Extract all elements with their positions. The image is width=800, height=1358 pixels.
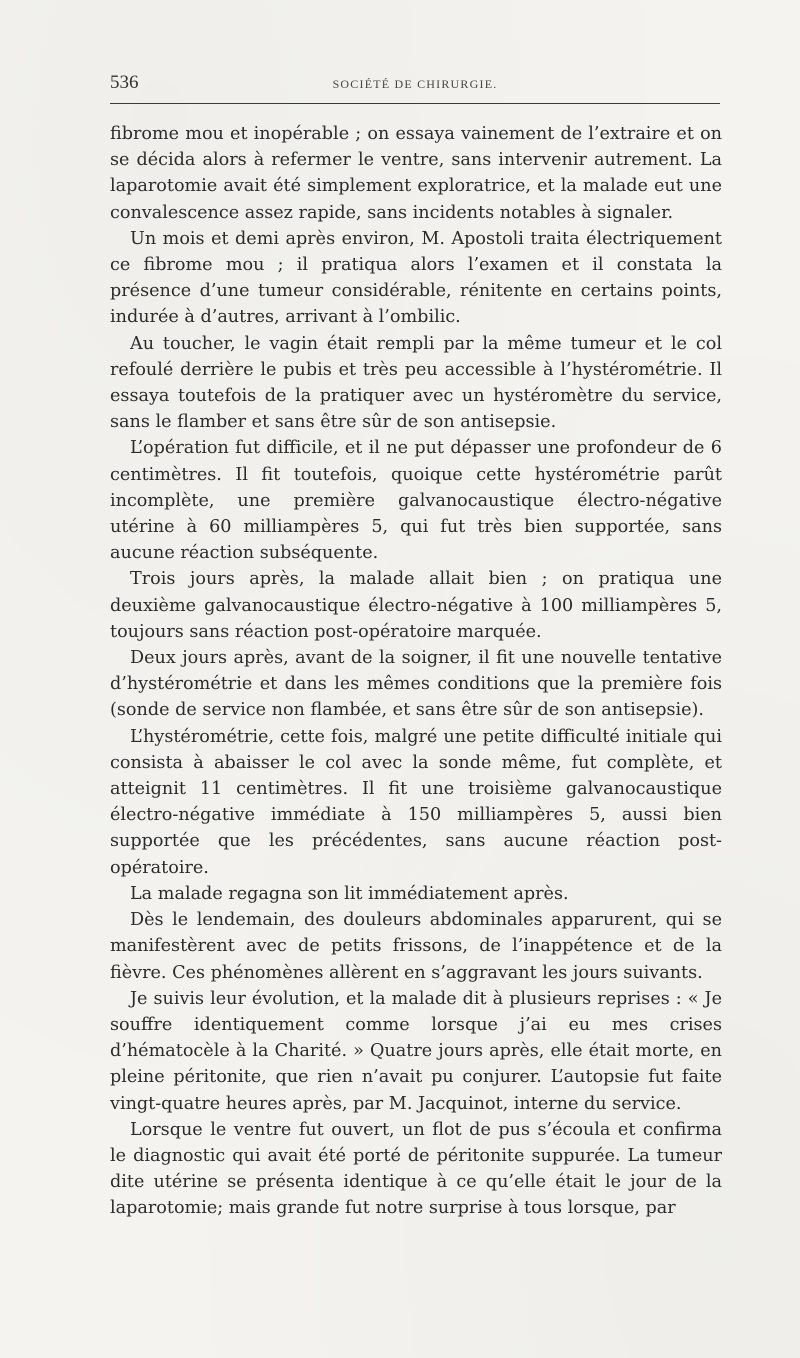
body-text: [110, 121, 722, 1222]
paragraph: L’opération fut difficile, et il ne put dépasser une profondeur de 6 centimètres. Il fit toutefois, quoique cette hystérométrie parût incomplète, une première galvanocaustique électro-négative utérine à 60 milliampères 5, qui fut très bien supportée, sans aucune réaction subséquente.: [110, 438, 722, 564]
paragraph: Un mois et demi après environ, M. Apostoli traita électriquement ce fibrome mou ; il pratiqua alors l’examen et il constata la présence d’une tumeur considérable, rénitente en certains points, indurée à d’autres, arrivant à l’ombilic.: [110, 228, 722, 328]
header-rule: [110, 103, 720, 104]
paragraph: Trois jours après, la malade allait bien ; on pratiqua une deuxième galvanocaustique électro-négative à 100 milliampères 5, toujours sans réaction post-opératoire marquée.: [110, 569, 722, 642]
paragraph-continuation: fibrome mou et inopérable ; on essaya vainement de l’extraire et on se décida alors à refermer le ventre, sans intervenir autrement. La laparotomie avait été simplement exploratrice, et la malade eut une convalescence assez rapide, sans incidents notables à signaler.: [110, 124, 722, 223]
paragraph: Je suivis leur évolution, et la malade dit à plusieurs reprises : « Je souffre identiquement comme lorsque j’ai eu mes crises d’hématocèle à la Charité. » Quatre jours après, elle était morte, en pleine péritonite, que rien n’avait pu conjurer. L’autopsie fut faite vingt-quatre heures après, par M. Jacquinot, interne du service.: [110, 988, 722, 1114]
paragraph: Au toucher, le vagin était rempli par la même tumeur et le col refoulé derrière le pubis et très peu accessible à l’hystérométrie. Il essaya toutefois de la pratiquer avec un hystéromètre du service, sans le flamber et sans être sûr de son antisepsie.: [110, 333, 722, 433]
running-title: SOCIÉTÉ DE CHIRURGIE.: [332, 77, 498, 91]
paragraph: Dès le lendemain, des douleurs abdominales apparurent, qui se manifestèrent avec de petits frissons, de l’inappétence et de la fièvre. Ces phénomènes allèrent en s’aggravant les jours suivants.: [110, 910, 722, 983]
page-header: [110, 72, 720, 102]
paragraph: L’hystérométrie, cette fois, malgré une petite difficulté initiale qui consista à abaisser le col avec la sonde même, fut complète, et atteignit 11 centimètres. Il fit une troisième galvanocaustique électro-négative immédiate à 150 milliampères 5, aussi bien supportée que les précédentes, sans aucune réaction post-opératoire.: [110, 726, 722, 878]
paragraph: La malade regagna son lit immédiatement après.: [130, 883, 569, 904]
page-number: 536: [110, 72, 139, 93]
paragraph: Lorsque le ventre fut ouvert, un flot de pus s’écoula et confirma le diagnostic qui avait été porté de péritonite suppurée. La tumeur dite utérine se présenta identique à ce qu’elle était le jour de la laparotomie; mais grande fut notre surprise à tous lorsque, par: [110, 1119, 722, 1219]
paragraph: Deux jours après, avant de la soigner, il fit une nouvelle tentative d’hystérométrie et dans les mêmes conditions que la première fois (sonde de service non flambée, et sans être sûr de son antisepsie).: [110, 648, 722, 721]
